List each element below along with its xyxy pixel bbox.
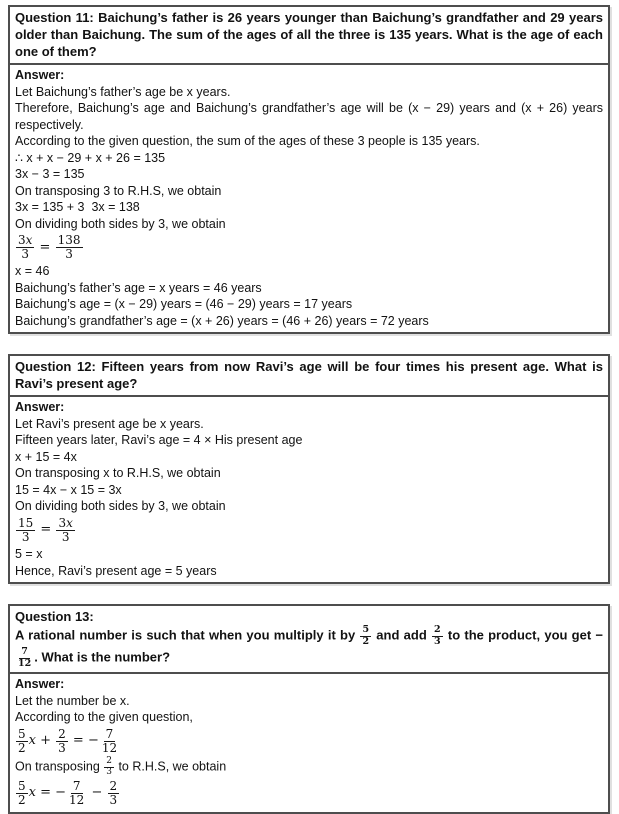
text-segment: = − [68,733,99,749]
text-segment: . What is the number? [34,649,171,665]
fraction-denominator: 3 [434,635,441,647]
text-segment: − [87,785,107,801]
text-segment: ∴ x + x − 29 + x + 26 = 135 [15,150,166,165]
answer-line [15,709,603,726]
answer-line [15,563,603,580]
text-segment: Hence, Ravi’s present age = 5 years [15,563,217,578]
answer-line [15,465,603,482]
question-title [10,7,608,65]
answer-line [15,183,603,200]
text-segment: Baichung’s grandfather’s age = (x + 26) years = (46 + 26) years = 72 years [15,313,429,328]
text-segment: x = 46 [15,264,50,279]
fraction-numerator: 2 [106,755,112,766]
answer-line [15,280,603,297]
text-segment: A rational number is such that when you multiply it by [15,627,360,643]
fraction-denominator: 3 [21,530,30,545]
answer-line [15,216,603,233]
text-segment: Let the number be x. [15,693,130,708]
fraction-denominator: 3 [58,740,66,755]
math-line [15,728,603,755]
fraction-denominator: 2 [362,635,370,647]
answer-line [15,84,603,101]
answer-line [15,546,603,563]
answer-line [15,693,603,710]
text-segment: Baichung’s age = (x − 29) years = (46 − 29) years = 17 years [15,297,353,312]
fraction [56,517,74,544]
answer-line [15,757,603,778]
fraction [100,728,119,755]
answer-label: Answer: [15,677,65,691]
answer-line [15,416,603,433]
answer-line [15,498,603,515]
fraction [16,647,33,669]
text-segment: 15 = 4x − x 15 = 3x [15,482,122,497]
question-title [10,356,608,397]
answer-line [15,482,603,499]
fraction-denominator: 3 [65,247,73,262]
fraction-numerator: 7 [72,778,81,793]
fraction-denominator: 2 [18,740,26,755]
answer-line [15,199,603,216]
question-13-block [8,604,610,814]
answer-line [15,166,603,183]
question-12-block [8,354,610,584]
fraction-denominator: 3 [109,792,118,807]
fraction [108,780,120,807]
text-segment: to R.H.S, we obtain [114,759,227,774]
fraction-denominator: 12 [69,792,85,807]
fraction [104,757,114,778]
math-line [15,234,603,261]
fraction-denominator: 3 [61,530,70,545]
text-segment: = [36,522,56,538]
answer-label: Answer: [15,68,65,82]
fraction-numerator: 2 [109,778,118,793]
fraction-denominator: 3 [106,766,112,777]
answer-line [15,296,603,313]
text-segment: x + [28,733,56,749]
text-segment: x + 15 = 4x [15,449,77,464]
fraction [16,234,34,261]
math-line [15,517,603,544]
fraction [432,625,443,647]
answer-line [15,432,603,449]
text-segment: On transposing x to R.H.S, we obtain [15,466,221,481]
fraction [16,780,28,807]
fraction [67,780,86,807]
text-segment: 3x − 3 = 135 [15,167,85,181]
question-answer [10,397,608,582]
fraction-numerator: 2 [58,726,66,741]
text-segment: Question 12: Fifteen years from now Ravi’s age will be four times his present age. What is Ravi’s present age? [15,359,603,392]
text-segment: 3x = 135 + 3 3x = 138 [15,200,140,214]
question-answer [10,65,608,332]
answer-line [15,313,603,330]
question-11-block [8,5,610,334]
text-segment: and add [372,627,431,643]
fraction-numerator: 7 [105,726,114,741]
fraction [56,234,83,261]
question-answer [10,674,608,812]
math-line [15,780,603,807]
fraction [56,728,68,755]
fraction-numerator: 3x [18,233,33,247]
fraction-denominator: 12 [101,740,118,755]
fraction-numerator: 3x [58,515,73,530]
fraction-numerator: 5 [18,778,26,793]
answer-label: Answer: [15,400,65,415]
answer-line [15,100,603,133]
text-segment: Let Ravi’s present age be x years. [15,416,204,431]
fraction-denominator: 2 [18,792,26,807]
answer-line [15,449,603,466]
fraction-numerator: 2 [434,624,441,636]
text-segment: According to the given question, [15,710,193,724]
fraction-denominator: 12 [18,657,32,669]
text-segment: On dividing both sides by 3, we obtain [15,216,226,231]
fraction-numerator: 15 [18,515,34,530]
text-segment: Question 13: [15,609,94,625]
fraction-numerator: 5 [362,624,370,636]
fraction-denominator: 3 [21,247,30,262]
answer-line [15,133,603,150]
text-segment: 5 = x [15,547,43,562]
text-segment: x = − [28,785,67,801]
question-title [10,606,608,674]
answer-line [15,263,603,280]
fraction [360,625,371,647]
text-segment: to the product, you get − [443,627,604,643]
text-segment: On dividing both sides by 3, we obtain [15,499,226,514]
text-segment: Therefore, Baichung’s age and Baichung’s grandfather’s age will be (x − 29) years and (x + 26) years respectively. [15,101,603,132]
fraction-numerator: 5 [18,726,26,741]
fraction-numerator: 138 [57,233,81,247]
text-segment: Fifteen years later, Ravi’s age = 4 × His present age [15,433,303,448]
text-segment: On transposing 3 to R.H.S, we obtain [15,183,222,198]
text-segment: = [35,239,55,255]
text-segment: On transposing [15,759,104,774]
text-segment: Baichung’s father’s age = x years = 46 years [15,280,262,295]
text-segment: According to the given question, the sum of the ages of these 3 people is 135 years. [15,134,480,148]
text-segment: Question 11: Baichung’s father is 26 years younger than Baichung’s grandfather and 29 years older than Baichung. The sum of the ages of all the three is 135 years. What is the age of each one of them? [15,10,603,59]
fraction-numerator: 7 [21,646,28,658]
text-segment: Let Baichung’s father’s age be x years. [15,84,231,99]
fraction [16,728,28,755]
answer-line [15,150,603,167]
fraction [16,517,35,544]
